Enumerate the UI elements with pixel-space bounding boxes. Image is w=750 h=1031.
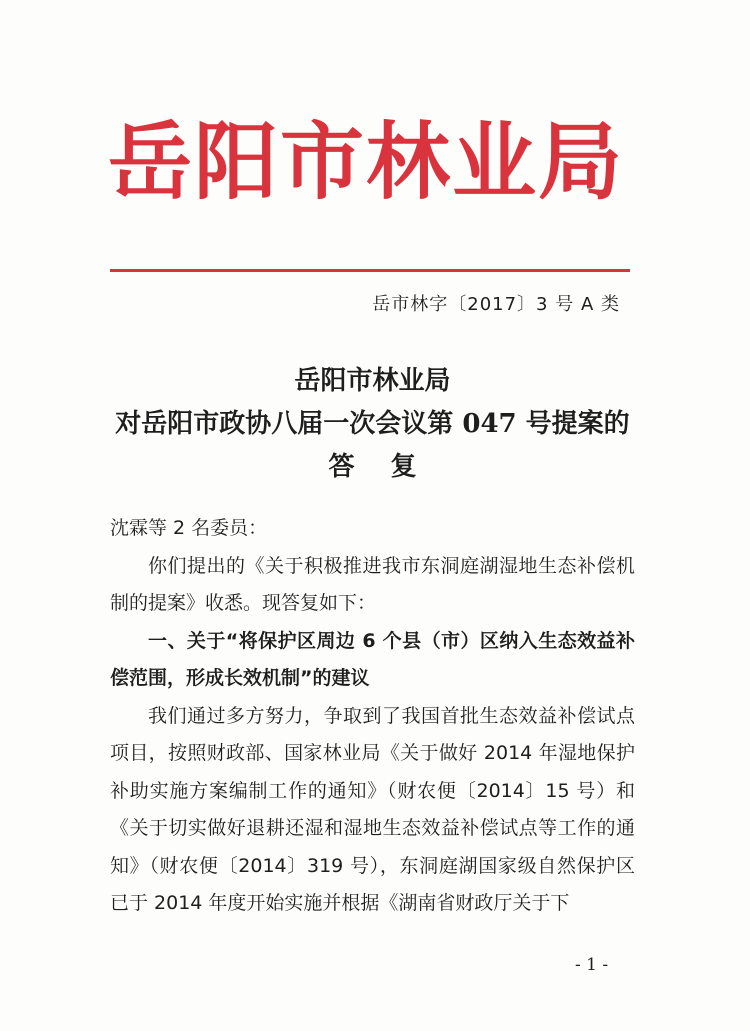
section-1-body: 我们通过多方努力，争取到了我国首批生态效益补偿试点项目，按照财政部、国家林业局《关于做好 2014 年湿地保护补助实施方案编制工作的通知》（财农便〔2014〕15 号）和《关于切实做好退耕还湿和湿地生态效益补偿试点等工作的通知》（财农便〔2014〕319 号），东洞庭湖国家级自然保护区已于 2014 年度开始实施并根据《湖南省财政厅关于下 <box>110 704 635 914</box>
title-line-2: 对岳阳市政协八届一次会议第 047 号提案的 <box>115 409 630 439</box>
document-number: 岳市林字〔2017〕3 号 A 类 <box>372 294 620 315</box>
red-divider-line <box>110 269 630 272</box>
masthead-title: 岳阳市林业局 <box>108 112 625 211</box>
title-line-1: 岳阳市林业局 <box>294 366 451 396</box>
section-1-heading: 一、关于“将保护区周边 6 个县（市）区纳入生态效益补偿范围，形成长效机制”的建议 <box>110 629 635 689</box>
title-line-3: 答复 <box>328 452 453 482</box>
letter-body <box>110 510 635 923</box>
page-number: - 1 - <box>575 955 609 975</box>
salutation: 沈霖等 2 名委员： <box>110 517 268 539</box>
intro-paragraph: 你们提出的《关于积极推进我市东洞庭湖湿地生态补偿机制的提案》收悉。现答复如下： <box>110 554 635 614</box>
